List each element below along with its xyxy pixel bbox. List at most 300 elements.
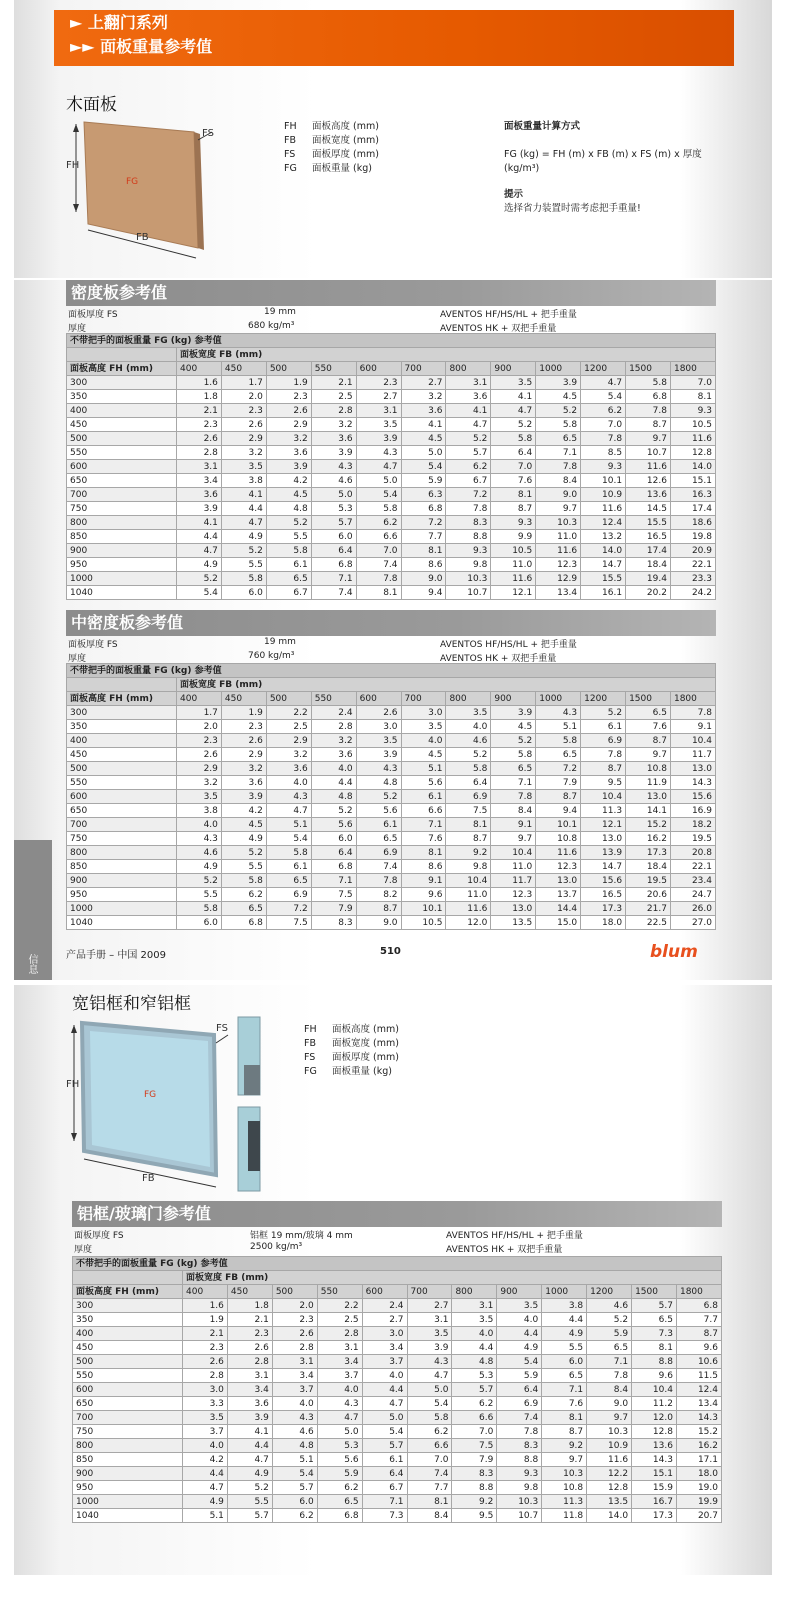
weight-cell: 15.5 [581, 572, 626, 586]
weight-cell: 5.5 [221, 558, 266, 572]
weight-cell: 1.8 [227, 1299, 272, 1313]
weight-cell: 15.0 [536, 916, 581, 930]
row-height: 650 [67, 804, 177, 818]
weight-cell: 6.7 [266, 586, 311, 600]
weight-cell: 6.5 [626, 706, 671, 720]
alu-fh-label: FH [66, 1079, 80, 1090]
alu-fg-label: FG [144, 1090, 157, 1100]
width-col-header: 1800 [670, 362, 715, 376]
row-height: 600 [67, 460, 177, 474]
row-height: 800 [67, 846, 177, 860]
weight-cell: 10.3 [536, 516, 581, 530]
weight-cell: 6.5 [542, 1369, 587, 1383]
weight-cell: 9.3 [491, 516, 536, 530]
weight-cell: 14.7 [581, 860, 626, 874]
calc-title: 面板重量计算方式 [504, 121, 581, 132]
weight-cell: 8.6 [401, 558, 446, 572]
table-row [73, 1439, 722, 1453]
weight-cell: 2.1 [177, 404, 222, 418]
weight-cell: 4.3 [311, 460, 356, 474]
weight-cell: 2.2 [266, 706, 311, 720]
weight-cell: 14.1 [626, 804, 671, 818]
weight-cell: 5.4 [407, 1397, 452, 1411]
weight-cell: 6.9 [446, 790, 491, 804]
weight-cell: 20.9 [670, 544, 715, 558]
weight-cell: 14.3 [670, 776, 715, 790]
weight-cell: 5.0 [362, 1411, 407, 1425]
table-row [73, 1509, 722, 1523]
weight-cell: 5.7 [227, 1509, 272, 1523]
weight-cell: 9.2 [452, 1495, 497, 1509]
weight-cell: 3.5 [356, 418, 401, 432]
weight-cell: 5.8 [221, 874, 266, 888]
weight-cell: 10.3 [587, 1425, 632, 1439]
weight-cell: 6.1 [362, 1453, 407, 1467]
weight-cell: 2.6 [177, 748, 222, 762]
side-tab: 信息 [14, 840, 52, 980]
weight-cell: 9.0 [587, 1397, 632, 1411]
weight-cell: 8.2 [356, 888, 401, 902]
weight-cell: 10.8 [626, 762, 671, 776]
weight-cell: 6.1 [266, 860, 311, 874]
weight-cell: 5.7 [311, 516, 356, 530]
weight-cell: 3.0 [362, 1327, 407, 1341]
weight-cell: 12.9 [536, 572, 581, 586]
row-height: 750 [67, 502, 177, 516]
weight-cell: 6.0 [221, 586, 266, 600]
width-col-header: 800 [446, 362, 491, 376]
weight-cell: 4.1 [446, 404, 491, 418]
weight-cell: 13.6 [632, 1439, 677, 1453]
table-row [73, 1453, 722, 1467]
weight-cell: 3.9 [536, 376, 581, 390]
weight-cell: 3.9 [407, 1341, 452, 1355]
weight-cell: 22.5 [626, 916, 671, 930]
weight-cell: 6.2 [317, 1481, 362, 1495]
weight-cell: 4.2 [266, 474, 311, 488]
row-height: 400 [73, 1327, 183, 1341]
weight-cell: 5.8 [536, 734, 581, 748]
weight-cell: 5.2 [221, 846, 266, 860]
weight-cell: 8.4 [491, 804, 536, 818]
weight-cell: 6.4 [311, 544, 356, 558]
weight-cell: 5.6 [356, 804, 401, 818]
weight-cell: 5.2 [491, 734, 536, 748]
weight-cell: 14.4 [536, 902, 581, 916]
weight-cell: 9.5 [581, 776, 626, 790]
weight-cell: 9.0 [401, 572, 446, 586]
weight-cell: 2.2 [317, 1299, 362, 1313]
weight-cell: 7.7 [407, 1481, 452, 1495]
weight-cell: 10.7 [446, 586, 491, 600]
weight-cell: 18.6 [670, 516, 715, 530]
width-col-header: 400 [183, 1285, 228, 1299]
hdf-info: 面板厚度 FS 19 mm AVENTOS HF/HS/HL + 把手重量 厚度 760 kg/m³ AVENTOS HK + 双把手重量 [68, 637, 577, 664]
weight-cell: 4.7 [491, 404, 536, 418]
weight-cell: 2.8 [177, 446, 222, 460]
weight-cell: 4.5 [401, 748, 446, 762]
alu-fs-label: FS [216, 1023, 228, 1034]
weight-cell: 6.0 [311, 530, 356, 544]
weight-cell: 6.3 [401, 488, 446, 502]
weight-cell: 4.3 [356, 446, 401, 460]
weight-cell: 3.5 [401, 720, 446, 734]
row-height: 300 [73, 1299, 183, 1313]
weight-cell: 5.9 [401, 474, 446, 488]
fh-label: FH [66, 160, 80, 171]
weight-cell: 5.2 [311, 804, 356, 818]
weight-cell: 8.1 [446, 818, 491, 832]
weight-cell: 18.0 [676, 1467, 721, 1481]
weight-cell: 6.0 [177, 916, 222, 930]
weight-cell: 8.1 [632, 1341, 677, 1355]
weight-cell: 2.6 [221, 418, 266, 432]
weight-cell: 3.0 [356, 720, 401, 734]
height-header: 面板高度 FH (mm) [73, 1285, 183, 1299]
weight-cell: 1.9 [266, 376, 311, 390]
weight-cell: 23.3 [670, 572, 715, 586]
table-caption: 不带把手的面板重量 FG (kg) 参考值 [73, 1257, 722, 1271]
fg-label: FG [126, 177, 139, 187]
weight-cell: 10.5 [491, 544, 536, 558]
weight-cell: 4.3 [536, 706, 581, 720]
width-col-header: 1800 [670, 692, 715, 706]
weight-cell: 5.3 [317, 1439, 362, 1453]
weight-cell: 7.2 [446, 488, 491, 502]
row-height: 500 [73, 1355, 183, 1369]
legend-row: FH 面板高度 (mm) [304, 1024, 399, 1035]
weight-cell: 8.7 [356, 902, 401, 916]
wood-panel-title: 木面板 [66, 95, 117, 115]
weight-cell: 17.4 [670, 502, 715, 516]
weight-cell: 2.7 [362, 1313, 407, 1327]
hdf-weight-table [66, 663, 716, 930]
weight-cell: 14.0 [587, 1509, 632, 1523]
table-row [67, 748, 716, 762]
weight-cell: 2.3 [221, 720, 266, 734]
weight-cell: 7.1 [311, 572, 356, 586]
weight-cell: 9.9 [491, 530, 536, 544]
weight-cell: 3.6 [401, 404, 446, 418]
weight-cell: 9.3 [446, 544, 491, 558]
weight-cell: 5.8 [356, 502, 401, 516]
weight-cell: 11.2 [632, 1397, 677, 1411]
weight-cell: 13.4 [676, 1397, 721, 1411]
section-header [54, 10, 734, 66]
weight-cell: 5.8 [177, 902, 222, 916]
width-col-header: 400 [177, 692, 222, 706]
weight-cell: 9.8 [446, 558, 491, 572]
weight-cell: 3.6 [221, 776, 266, 790]
weight-cell: 4.0 [311, 762, 356, 776]
weight-cell: 3.1 [407, 1313, 452, 1327]
weight-cell: 3.0 [401, 706, 446, 720]
weight-cell: 3.9 [311, 446, 356, 460]
row-height: 650 [67, 474, 177, 488]
weight-cell: 4.0 [401, 734, 446, 748]
weight-cell: 3.5 [491, 376, 536, 390]
weight-cell: 7.6 [401, 832, 446, 846]
alu-weight-table [72, 1256, 722, 1523]
weight-cell: 16.9 [670, 804, 715, 818]
weight-cell: 8.8 [446, 530, 491, 544]
weight-cell: 4.5 [401, 432, 446, 446]
table-row [67, 418, 716, 432]
weight-cell: 5.2 [446, 748, 491, 762]
row-height: 850 [67, 530, 177, 544]
row-height: 500 [67, 432, 177, 446]
weight-cell: 4.1 [227, 1425, 272, 1439]
table-row [67, 888, 716, 902]
weight-cell: 4.9 [227, 1467, 272, 1481]
weight-cell: 4.9 [542, 1327, 587, 1341]
weight-cell: 18.4 [626, 860, 671, 874]
weight-cell: 13.0 [536, 874, 581, 888]
weight-cell: 10.1 [401, 902, 446, 916]
weight-cell: 7.4 [407, 1467, 452, 1481]
weight-cell: 4.5 [221, 818, 266, 832]
weight-cell: 6.5 [632, 1313, 677, 1327]
weight-cell: 19.5 [626, 874, 671, 888]
row-height: 400 [67, 404, 177, 418]
weight-cell: 2.4 [362, 1299, 407, 1313]
table-row [67, 390, 716, 404]
weight-cell: 5.2 [177, 572, 222, 586]
weight-cell: 11.3 [542, 1495, 587, 1509]
weight-cell: 6.2 [581, 404, 626, 418]
weight-cell: 26.0 [670, 902, 715, 916]
weight-cell: 6.8 [676, 1299, 721, 1313]
weight-cell: 15.2 [626, 818, 671, 832]
weight-cell: 12.8 [587, 1481, 632, 1495]
weight-cell: 8.1 [670, 390, 715, 404]
weight-cell: 7.8 [497, 1425, 542, 1439]
weight-cell: 4.7 [183, 1481, 228, 1495]
weight-cell: 6.4 [491, 446, 536, 460]
weight-cell: 23.4 [670, 874, 715, 888]
weight-cell: 6.7 [446, 474, 491, 488]
weight-cell: 3.5 [183, 1411, 228, 1425]
hdf-title-bar: 中密度板参考值 [66, 610, 716, 636]
row-height: 750 [73, 1425, 183, 1439]
table-row [73, 1355, 722, 1369]
row-height: 600 [73, 1383, 183, 1397]
weight-cell: 5.4 [362, 1425, 407, 1439]
weight-cell: 9.1 [401, 874, 446, 888]
table-row [73, 1383, 722, 1397]
weight-cell: 8.4 [587, 1383, 632, 1397]
weight-cell: 10.1 [536, 818, 581, 832]
table-row [67, 446, 716, 460]
weight-cell: 4.4 [183, 1467, 228, 1481]
weight-cell: 3.9 [491, 706, 536, 720]
weight-cell: 6.8 [401, 502, 446, 516]
weight-cell: 6.5 [266, 572, 311, 586]
weight-cell: 7.8 [581, 432, 626, 446]
table-row [67, 502, 716, 516]
row-height: 900 [67, 544, 177, 558]
weight-cell: 9.0 [536, 488, 581, 502]
weight-cell: 3.2 [266, 748, 311, 762]
weight-cell: 8.7 [626, 734, 671, 748]
header-line-2: ►► 面板重量参考值 [70, 37, 213, 56]
weight-cell: 2.9 [221, 432, 266, 446]
weight-cell: 11.6 [581, 502, 626, 516]
weight-cell: 12.6 [626, 474, 671, 488]
weight-cell: 19.8 [670, 530, 715, 544]
tip-title: 提示 [504, 189, 524, 200]
width-col-header: 500 [272, 1285, 317, 1299]
weight-cell: 4.8 [266, 502, 311, 516]
row-height: 350 [67, 720, 177, 734]
calc-block [504, 120, 734, 216]
weight-cell: 9.3 [670, 404, 715, 418]
weight-cell: 3.4 [317, 1355, 362, 1369]
weight-cell: 5.2 [177, 874, 222, 888]
width-col-header: 1800 [676, 1285, 721, 1299]
width-col-header: 550 [311, 692, 356, 706]
weight-cell: 3.1 [227, 1369, 272, 1383]
width-col-header: 600 [362, 1285, 407, 1299]
weight-cell: 4.6 [311, 474, 356, 488]
table-row [67, 804, 716, 818]
weight-cell: 5.5 [177, 888, 222, 902]
row-height: 400 [67, 734, 177, 748]
weight-cell: 4.7 [266, 804, 311, 818]
mdf-weight-table [66, 333, 716, 600]
table-row [73, 1313, 722, 1327]
weight-cell: 18.2 [670, 818, 715, 832]
weight-cell: 13.0 [626, 790, 671, 804]
width-col-header: 1000 [536, 362, 581, 376]
weight-cell: 7.4 [356, 558, 401, 572]
weight-cell: 4.4 [362, 1383, 407, 1397]
weight-cell: 8.8 [452, 1481, 497, 1495]
page-wood-panel [14, 0, 772, 278]
width-col-header: 1500 [632, 1285, 677, 1299]
weight-cell: 6.9 [497, 1397, 542, 1411]
weight-cell: 6.1 [356, 818, 401, 832]
weight-cell: 16.7 [632, 1495, 677, 1509]
weight-cell: 4.3 [317, 1397, 362, 1411]
weight-cell: 6.2 [452, 1397, 497, 1411]
weight-cell: 1.7 [221, 376, 266, 390]
weight-cell: 11.0 [491, 860, 536, 874]
weight-cell: 12.4 [676, 1383, 721, 1397]
weight-cell: 10.3 [542, 1467, 587, 1481]
weight-cell: 8.7 [542, 1425, 587, 1439]
weight-cell: 5.1 [183, 1509, 228, 1523]
alu-fb-label: FB [142, 1173, 155, 1184]
weight-cell: 3.2 [177, 776, 222, 790]
weight-cell: 5.7 [632, 1299, 677, 1313]
weight-cell: 7.1 [491, 776, 536, 790]
weight-cell: 11.0 [536, 530, 581, 544]
weight-cell: 8.7 [491, 502, 536, 516]
weight-cell: 8.1 [401, 544, 446, 558]
weight-cell: 4.0 [497, 1313, 542, 1327]
weight-cell: 5.4 [356, 488, 401, 502]
weight-cell: 3.1 [272, 1355, 317, 1369]
weight-cell: 22.1 [670, 558, 715, 572]
weight-cell: 7.1 [362, 1495, 407, 1509]
weight-cell: 10.4 [670, 734, 715, 748]
weight-cell: 6.1 [266, 558, 311, 572]
weight-cell: 3.6 [266, 446, 311, 460]
weight-cell: 2.8 [311, 720, 356, 734]
weight-cell: 7.0 [670, 376, 715, 390]
weight-cell: 4.4 [452, 1341, 497, 1355]
weight-cell: 12.8 [670, 446, 715, 460]
weight-cell: 5.3 [311, 502, 356, 516]
weight-cell: 2.9 [177, 762, 222, 776]
weight-cell: 6.2 [407, 1425, 452, 1439]
weight-cell: 6.2 [272, 1509, 317, 1523]
width-col-header: 400 [177, 362, 222, 376]
table-row [67, 488, 716, 502]
weight-cell: 2.6 [227, 1341, 272, 1355]
table-row [67, 530, 716, 544]
weight-cell: 3.5 [356, 734, 401, 748]
mdf-info: 面板厚度 FS 19 mm AVENTOS HF/HS/HL + 把手重量 厚度 680 kg/m³ AVENTOS HK + 双把手重量 [68, 307, 577, 334]
weight-cell: 1.8 [177, 390, 222, 404]
weight-cell: 16.5 [626, 530, 671, 544]
weight-cell: 14.7 [581, 558, 626, 572]
weight-cell: 2.3 [177, 734, 222, 748]
weight-cell: 2.6 [177, 432, 222, 446]
weight-cell: 5.2 [446, 432, 491, 446]
weight-cell: 2.3 [227, 1327, 272, 1341]
weight-cell: 10.3 [446, 572, 491, 586]
weight-cell: 15.1 [632, 1467, 677, 1481]
weight-cell: 7.8 [626, 404, 671, 418]
weight-cell: 12.3 [491, 888, 536, 902]
weight-cell: 8.5 [581, 446, 626, 460]
weight-cell: 4.7 [356, 460, 401, 474]
alu-legend [304, 1023, 399, 1079]
weight-cell: 5.2 [266, 516, 311, 530]
table-row [67, 558, 716, 572]
weight-cell: 3.7 [362, 1355, 407, 1369]
weight-cell: 7.0 [491, 460, 536, 474]
width-col-header: 700 [401, 362, 446, 376]
weight-cell: 4.4 [177, 530, 222, 544]
weight-cell: 13.0 [581, 832, 626, 846]
weight-cell: 11.6 [626, 460, 671, 474]
weight-cell: 10.7 [626, 446, 671, 460]
weight-cell: 4.7 [177, 544, 222, 558]
weight-cell: 5.8 [221, 572, 266, 586]
weight-cell: 4.6 [177, 846, 222, 860]
weight-cell: 2.3 [266, 390, 311, 404]
row-height: 550 [67, 776, 177, 790]
weight-cell: 4.8 [452, 1355, 497, 1369]
legend-row: FH 面板高度 (mm) [284, 121, 379, 132]
weight-cell: 6.0 [542, 1355, 587, 1369]
weight-cell: 2.5 [311, 390, 356, 404]
weight-cell: 3.6 [177, 488, 222, 502]
weight-cell: 10.9 [587, 1439, 632, 1453]
weight-cell: 8.7 [536, 790, 581, 804]
weight-cell: 3.4 [177, 474, 222, 488]
weight-cell: 17.3 [626, 846, 671, 860]
row-height: 950 [67, 888, 177, 902]
weight-cell: 16.1 [581, 586, 626, 600]
row-height: 350 [67, 390, 177, 404]
weight-cell: 7.4 [497, 1411, 542, 1425]
weight-cell: 12.8 [632, 1425, 677, 1439]
weight-cell: 19.0 [676, 1481, 721, 1495]
